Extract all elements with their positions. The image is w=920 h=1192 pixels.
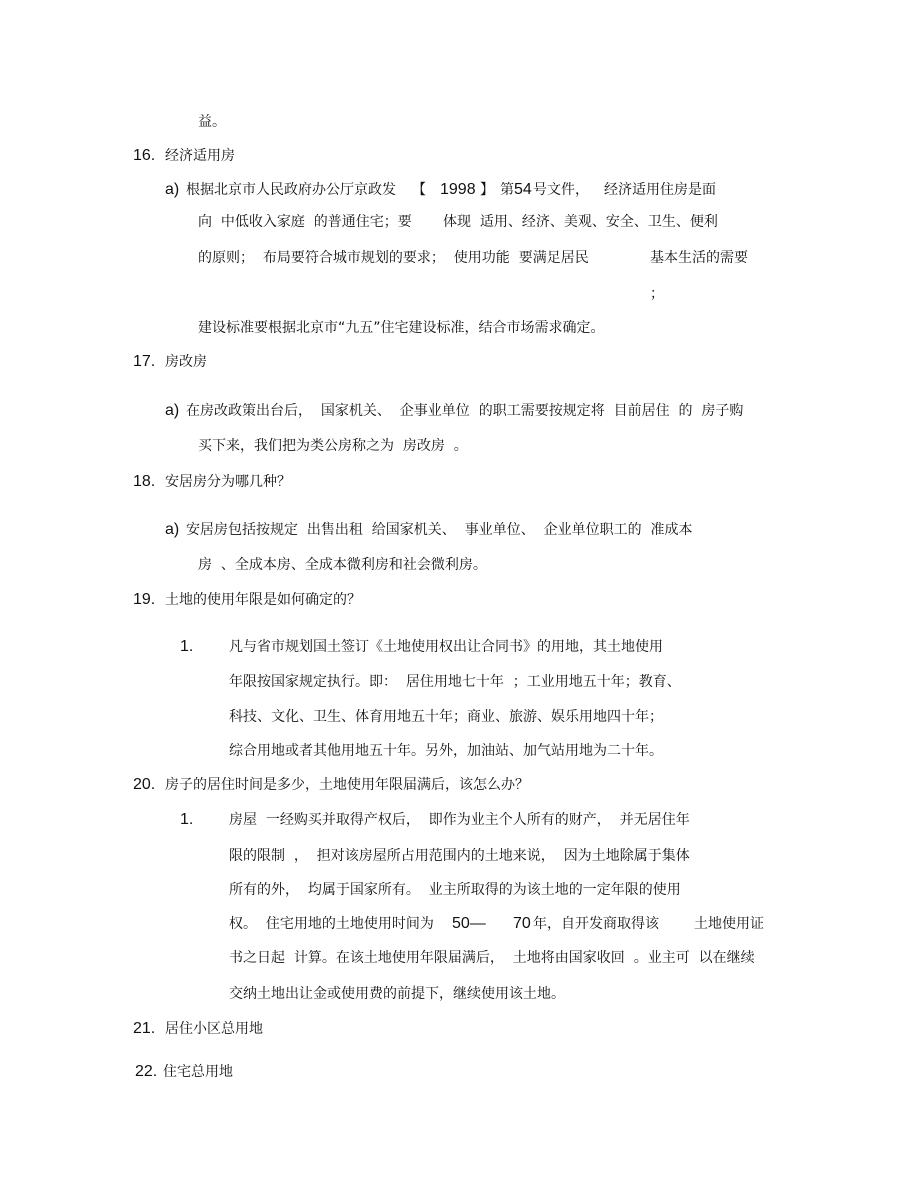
section-22-title: 住宅总用地 [163,1064,233,1080]
section-17-title: 房改房 [165,354,207,370]
section-19-line-3: 科技、文化、卫生、体育用地五十年；商业、旅游、娱乐用地四十年； [229,709,663,725]
section-16-number: 16. [133,147,156,164]
section-20-line-6: 交纳土地出让金或使用费的前提下，继续使用该土地。 [229,986,565,1002]
section-20-line-5: 书之日起 计算。在该土地使用年限届满后， 土地将由国家收回 。业主可 以在继续 [229,950,755,966]
document-number: 54 [514,181,532,198]
section-16-line-1b: 第 [500,182,514,198]
document-year: 1998 [440,181,476,198]
section-16-line-3a: 的原则； 布局要符合城市规划的要求； 使用功能 要满足居民 [198,250,589,266]
section-17-number: 17. [133,353,156,370]
section-20-line-2: 限的限制 ， 担对该房屋所占用范围内的土地来说， 因为土地除属于集体 [229,848,690,864]
section-19-line-1: 凡与省市规划国土签订《土地使用权出让合同书》的用地，其土地使用 [229,639,663,655]
section-18-line-2: 房 、全成本房、全成本微利房和社会微利房。 [198,557,487,573]
section-19-line-2: 年限按国家规定执行。即： 居住用地七十年 ；工业用地五十年；教育、 [229,674,681,690]
section-21-title: 居住小区总用地 [165,1021,263,1037]
section-19-item-number: 1. [180,638,194,655]
section-22-number: 22. [135,1063,158,1080]
section-16-line-2a: 向 中低收入家庭 的普通住宅；要 [198,214,412,230]
land-use-years-end: 70 [513,915,531,932]
section-16-title: 经济适用房 [165,148,235,164]
bracket-close: 】 [480,182,494,198]
section-17-item-label: a) [165,402,180,419]
section-18-line-1: 安居房包括按规定 出售出租 给国家机关、 事业单位、 企业单位职工的 准成本 [186,522,693,538]
section-20-line-4a: 权。 住宅用地的土地使用时间为 [229,916,434,932]
section-16-line-4: 建设标准要根据北京市“九五”住宅建设标准，结合市场需求确定。 [198,320,605,336]
bracket-open: 【 [412,182,426,198]
section-21-number: 21. [133,1020,156,1037]
section-16-line-1d: 经济适用住房是面 [604,182,716,198]
section-18-item-label: a) [165,521,180,538]
section-20-line-3: 所有的外， 均属于国家所有。 业主所取得的为该土地的一定年限的使用 [229,882,681,898]
section-16-item-label: a) [165,181,180,198]
section-16-line-1c: 号文件， [533,182,589,198]
continuation-text: 益。 [198,114,226,130]
section-19-line-4: 综合用地或者其他用地五十年。另外，加油站、加气站用地为二十年。 [229,743,663,759]
section-20-title: 房子的居住时间是多少，土地使用年限届满后，该怎么办？ [165,777,529,793]
section-19-title: 土地的使用年限是如何确定的？ [165,592,361,608]
section-20-line-1: 房屋 一经购买并取得产权后， 即作为业主个人所有的财产， 并无居住年 [229,812,690,828]
section-16-line-3b: 基本生活的需要 [650,250,748,266]
section-17-line-1: 在房改政策出台后， 国家机关、 企事业单位 的职工需要按规定将 目前居住 的 房子购 [186,403,744,419]
land-use-years-start: 50— [452,915,486,932]
section-17-line-2: 买下来，我们把为类公房称之为 房改房 。 [198,438,468,454]
section-16-line-1a: 根据北京市人民政府办公厅京政发 [186,182,396,198]
section-16-line-2b: 体现 适用、经济、美观、安全、卫生、便利 [443,214,718,230]
section-19-number: 19. [133,591,156,608]
section-18-number: 18. [133,473,156,490]
section-16-semicolon: ； [650,286,664,302]
section-18-title: 安居房分为哪几种？ [165,474,291,490]
section-20-line-4c: 土地使用证 [694,916,764,932]
section-20-line-4b: 年，自开发商取得该 [533,916,659,932]
section-20-number: 20. [133,776,156,793]
section-20-item-number: 1. [180,811,194,828]
